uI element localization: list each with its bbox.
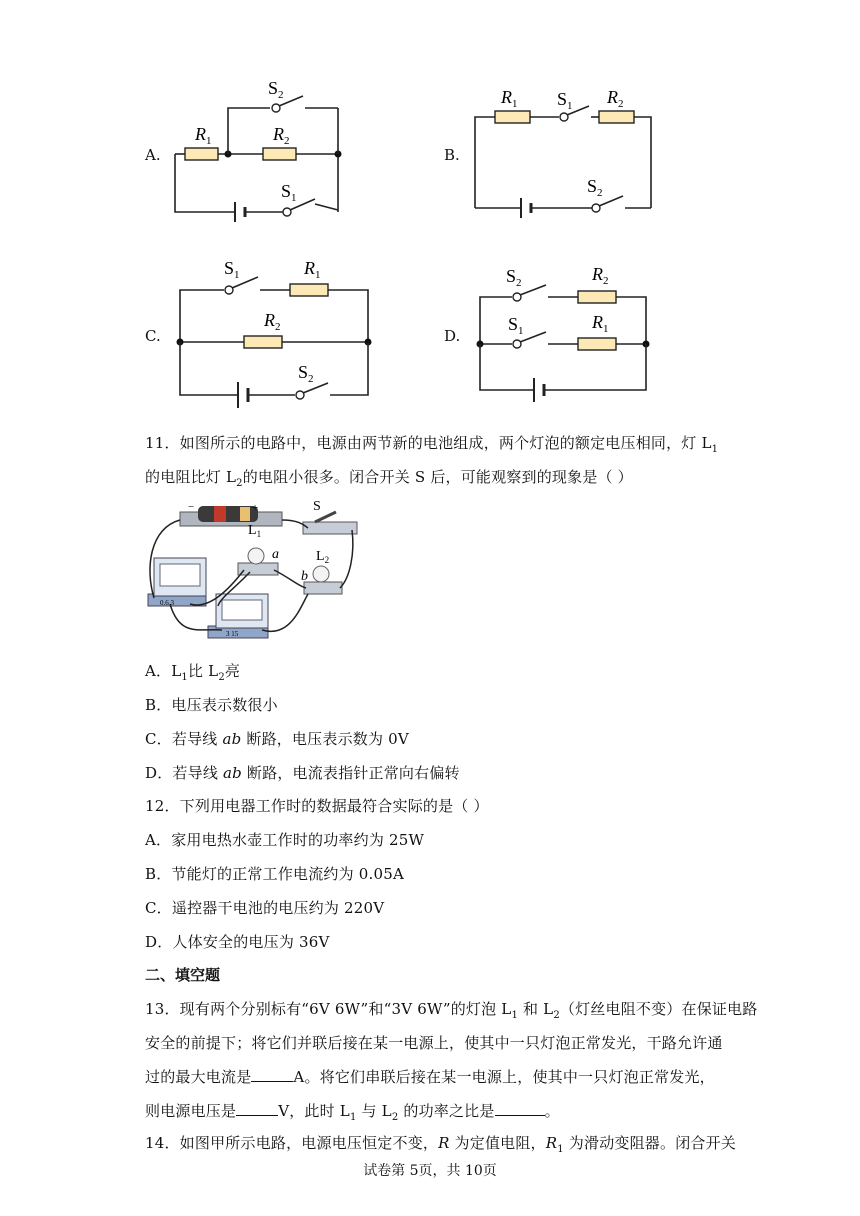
q11-option-c: C．若导线 ab 断路，电压表示数为 0V bbox=[145, 730, 409, 748]
label-s1: $S_1$ bbox=[281, 181, 297, 204]
label-s1: $S_1$ bbox=[224, 258, 240, 281]
answer-blank-power-ratio[interactable] bbox=[495, 1101, 545, 1116]
option-a-letter: A. bbox=[145, 146, 161, 164]
label-s2: $S_2$ bbox=[506, 266, 522, 289]
meter1-scale: 0.6 3 bbox=[160, 599, 174, 607]
option-d-letter: D. bbox=[444, 327, 461, 345]
label-s1: $S_1$ bbox=[557, 89, 573, 112]
label-r2: $R_2$ bbox=[264, 310, 281, 333]
label-r1: $R_1$ bbox=[304, 258, 321, 281]
q11-stem-line1: 11．如图所示的电路中，电源由两节新的电池组成，两个灯泡的额定电压相同，灯 $L_1$ bbox=[145, 434, 719, 455]
node-b-label: b bbox=[301, 569, 308, 584]
q12-option-c: C．遥控器干电池的电压约为 220V bbox=[145, 899, 385, 917]
q11-circuit-photo bbox=[140, 498, 365, 646]
option-b-letter: B. bbox=[444, 146, 460, 164]
l1-label: $L_1$ bbox=[248, 523, 262, 539]
label-r2: $R_2$ bbox=[273, 124, 290, 147]
q13-line2: 安全的前提下；将它们并联后接在某一电源上，使其中一只灯泡正常发光，干路允许通 bbox=[145, 1034, 723, 1052]
circuit-diagram-d bbox=[468, 252, 668, 412]
meter2-scale: 3 15 bbox=[226, 630, 239, 638]
q13-line1: 13．现有两个分别标有“6V 6W”和“3V 6W”的灯泡 $L_1$ 和 $L_2$（灯丝电阻不变）在保证电路 bbox=[145, 1000, 758, 1021]
q11-option-a: A．$L_1$比 $L_2$亮 bbox=[145, 662, 241, 683]
q11-option-b: B．电压表示数很小 bbox=[145, 696, 278, 714]
l2-label: $L_2$ bbox=[316, 549, 330, 565]
q12-option-b: B．节能灯的正常工作电流约为 0.05A bbox=[145, 865, 405, 883]
section-heading-fill-blank: 二、填空题 bbox=[145, 966, 221, 984]
battery-minus: − bbox=[188, 501, 195, 513]
label-s2: $S_2$ bbox=[298, 362, 314, 385]
q12-option-d: D．人体安全的电压为 36V bbox=[145, 933, 330, 951]
q12-option-a: A．家用电热水壶工作时的功率约为 25W bbox=[145, 831, 425, 849]
q14-line1: 14．如图甲所示电路，电源电压恒定不变，R 为定值电阻，$R_1$ 为滑动变阻器。闭合开关 bbox=[145, 1134, 736, 1155]
answer-blank-voltage[interactable] bbox=[236, 1101, 278, 1116]
circuit-diagram-b bbox=[465, 72, 665, 232]
label-s2: $S_2$ bbox=[268, 78, 284, 101]
label-r1: $R_1$ bbox=[195, 124, 212, 147]
q12-stem: 12．下列用电器工作时的数据最符合实际的是（ ） bbox=[145, 797, 489, 815]
q13-line4: 则电源电压是 V，此时 $L_1$ 与 $L_2$ 的功率之比是 。 bbox=[145, 1102, 560, 1123]
q11-stem-line2: 的电阻比灯 $L_2$的电阻小很多。闭合开关 S 后，可能观察到的现象是（ ） bbox=[145, 468, 633, 489]
label-s1: $S_1$ bbox=[508, 314, 524, 337]
label-r1: $R_1$ bbox=[501, 87, 518, 110]
q11-option-d: D．若导线 ab 断路，电流表指针正常向右偏转 bbox=[145, 764, 460, 782]
option-c-letter: C. bbox=[145, 327, 161, 345]
node-a-label: a bbox=[272, 547, 279, 562]
label-s2: $S_2$ bbox=[587, 176, 603, 199]
label-r1: $R_1$ bbox=[592, 312, 609, 335]
circuit-diagram-c bbox=[168, 250, 378, 415]
page-footer: 试卷第 5页，共 10页 bbox=[363, 1163, 497, 1179]
q13-line3: 过的最大电流是 A。将它们串联后接在某一电源上，使其中一只灯泡正常发光， bbox=[145, 1068, 715, 1086]
circuit-diagram-a bbox=[165, 72, 365, 222]
label-r2: $R_2$ bbox=[592, 264, 609, 287]
switch-label: S bbox=[313, 499, 321, 514]
battery-plus: + bbox=[252, 502, 259, 514]
label-r2: $R_2$ bbox=[607, 87, 624, 110]
answer-blank-current[interactable] bbox=[251, 1067, 293, 1082]
